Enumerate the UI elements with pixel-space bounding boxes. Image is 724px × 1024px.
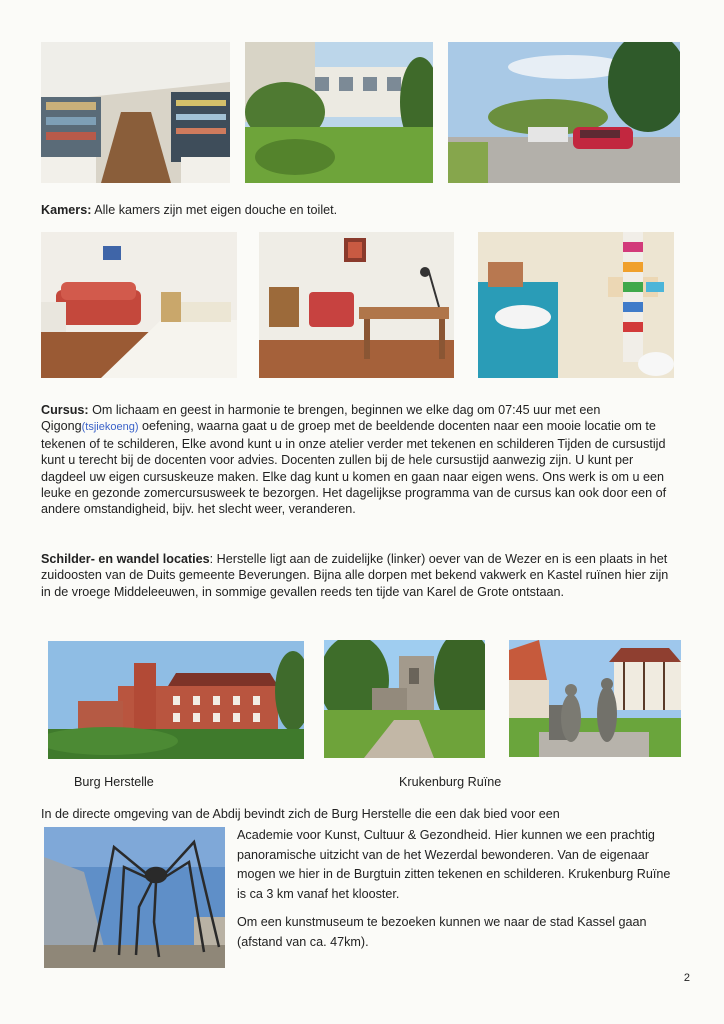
cursus-paragraph xyxy=(41,402,681,518)
locaties-label: Schilder- en wandel locaties xyxy=(41,552,210,566)
locaties-paragraph xyxy=(41,551,681,600)
photo-room-desk xyxy=(259,232,454,378)
photo-parking xyxy=(448,42,680,183)
qigong-pronunciation: (tsjiekoeng) xyxy=(81,421,139,434)
kamers-label: Kamers: xyxy=(41,203,92,217)
photo-building-garden xyxy=(245,42,433,183)
photo-statues xyxy=(509,640,681,757)
cursus-label: Cursus: xyxy=(41,403,89,417)
caption-krukenburg: Krukenburg Ruïne xyxy=(399,775,502,789)
kamers-paragraph xyxy=(41,202,337,218)
photo-room-bed xyxy=(41,232,237,378)
cursus-text-a: Om lichaam en geest in harmonie te brengen, beginnen we elke dag om 07:45 uur met een Qigong xyxy=(41,403,601,434)
omgeving-line1: In de directe omgeving van de Abdij bevindt zich de Burg Herstelle die een dak bied voor een xyxy=(41,807,560,821)
omgeving-rest: Academie voor Kunst, Cultuur & Gezondheid. Hier kunnen we een prachtig panoramische uitzicht van de het Wezerdal bewonderen. Van de eigenaar mogen we hier in de Burgtuin zitten tekenen en schilderen. Krukenburg Ruïne is ca 3 km vanaf het klooster. xyxy=(237,828,671,901)
photo-bathroom xyxy=(478,232,674,378)
photo-krukenburg xyxy=(324,640,485,758)
museum-paragraph: Om een kunstmuseum te bezoeken kunnen we naar de stad Kassel gaan (afstand van ca. 47km). xyxy=(237,915,647,949)
photo-burg-herstelle xyxy=(48,641,304,759)
kamers-text: Alle kamers zijn met eigen douche en toilet. xyxy=(91,203,338,217)
photo-spider-sculpture xyxy=(44,827,225,968)
caption-burg-herstelle: Burg Herstelle xyxy=(74,775,154,789)
locaties-text: : Herstelle ligt aan de zuidelijke (linker) oever van de Wezer en is een plaats in het zuidoosten van de Duits gemeente Beverungen. Bijna alle dorpen met bekend vakwerk en Kastel ruïnen hier zijn in de vroege Middeleeuwen, in sommige gevallen reeds ten tijde van Karel de Grote ontstaan. xyxy=(41,552,669,599)
page-number: 2 xyxy=(683,972,690,984)
photo-shop-interior xyxy=(41,42,230,183)
cursus-text-b: oefening, waarna gaat u de groep met de beeldende docenten naar een mooie locatie om te tekenen of te schilderen, Elke avond kunt u in onze atelier verder met tekenen en schilderen Tijden de cursustijd kunt u terecht bij de docenten voor advies. Docenten zullen bij de hele cursustijd aanwezig zijn. U kunt per dagdeel uw eigen cursuskeuze maken. Elke dag kunt u komen en gaan naar eigen wens. Ons werk is om u een leuke en gezonde zomercursusweek te bezorgen. Het dagelijkse programma van de cursus kan ook door een of andere omstandigheid, bijv. het slecht weer, veranderen. xyxy=(41,419,667,517)
